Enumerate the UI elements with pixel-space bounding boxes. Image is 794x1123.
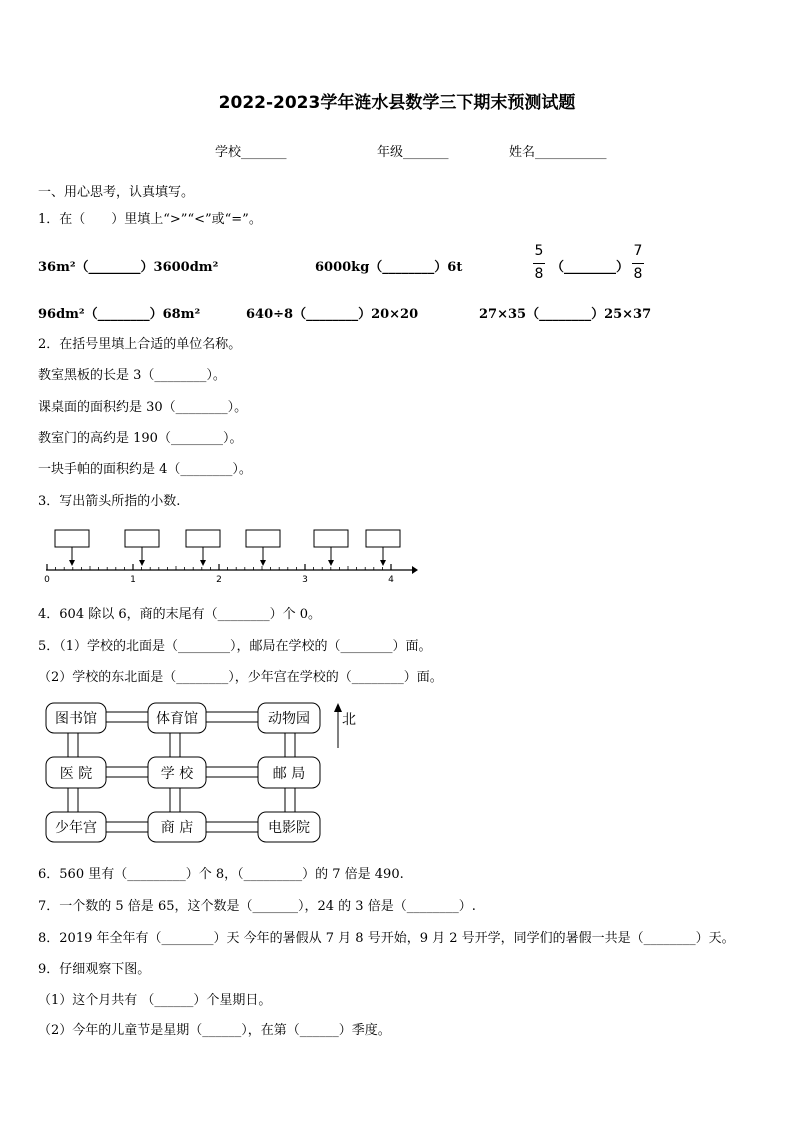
question-2-stem: 2．在括号里填上合适的单位名称。	[38, 337, 242, 352]
map-label-cinema: 电影院	[268, 820, 310, 836]
question-9-part-1: （1）这个月共有 （______）个星期日。	[38, 993, 272, 1008]
q2-item-1: 教室黑板的长是 3（________）。	[38, 368, 226, 383]
question-9-part-2: （2）今年的儿童节是星期（______），在第（______）季度。	[38, 1023, 391, 1038]
north-arrow-icon	[334, 703, 342, 712]
answer-box-4	[246, 530, 280, 547]
map-label-school: 学 校	[160, 766, 194, 782]
question-3-stem: 3．写出箭头所指的小数.	[38, 494, 181, 509]
fraction-left-numerator: 5	[534, 243, 544, 259]
q1-item-b: 6000kg（________）6t	[315, 260, 463, 275]
fraction-right-denominator: 8	[633, 266, 643, 282]
answer-boxes	[55, 530, 400, 566]
q2-item-3: 教室门的高约是 190（________）。	[38, 431, 243, 446]
fraction-right-numerator: 7	[633, 243, 643, 259]
map-label-gym: 体育馆	[156, 711, 198, 727]
question-7: 7．一个数的 5 倍是 65，这个数是（_______），24 的 3 倍是（________）.	[38, 899, 476, 914]
answer-box-2	[125, 530, 159, 547]
down-arrow-icon	[328, 560, 334, 566]
q1-item-f: 27×35（________）25×37	[479, 307, 652, 322]
map-label-library: 图书馆	[55, 711, 97, 727]
q1-item-d: 96dm²（________）68m²	[38, 307, 201, 322]
north-label: 北	[342, 712, 356, 728]
tick-label-4: 4	[388, 575, 394, 585]
down-arrow-icon	[260, 560, 266, 566]
name-field[interactable]: 姓名___________	[509, 145, 607, 160]
tick-label-1: 1	[130, 575, 136, 585]
fraction-bar	[632, 263, 644, 264]
q1-item-e: 640÷8（________）20×20	[246, 307, 419, 322]
page-title: 2022-2023学年涟水县数学三下期末预测试题	[218, 93, 576, 113]
tick-label-0: 0	[44, 575, 50, 585]
school-field[interactable]: 学校_______	[215, 145, 287, 160]
map-label-post-office: 邮 局	[272, 766, 306, 782]
q2-item-2: 课桌面的面积约是 30（________）。	[38, 400, 248, 415]
answer-box-1	[55, 530, 89, 547]
question-5-part-1: 5．（1）学校的北面是（________），邮局在学校的（________）面。	[38, 639, 432, 654]
answer-box-3	[186, 530, 220, 547]
q1-item-c-blank: （________）	[551, 260, 630, 275]
answer-box-6	[366, 530, 400, 547]
q2-item-4: 一块手帕的面积约是 4（________）。	[38, 462, 252, 477]
tick-label-3: 3	[302, 575, 308, 585]
question-9-stem: 9．仔细观察下图。	[38, 962, 151, 977]
question-5-part-2: （2）学校的东北面是（________），少年宫在学校的（________）面。	[38, 670, 443, 685]
q1-item-a: 36m²（________）3600dm²	[38, 260, 219, 275]
down-arrow-icon	[139, 560, 145, 566]
question-8: 8．2019 年全年有（________）天 今年的暑假从 7 月 8 号开始，9 月 2 号开学，同学们的暑假一共是（________）天。	[38, 931, 735, 946]
map-label-store: 商 店	[160, 820, 194, 836]
down-arrow-icon	[200, 560, 206, 566]
map-label-hospital: 医 院	[59, 766, 93, 782]
map-label-zoo: 动物园	[268, 711, 310, 727]
axis-arrow-icon	[412, 566, 418, 574]
map-label-youth-palace: 少年宫	[55, 820, 97, 836]
down-arrow-icon	[69, 560, 75, 566]
down-arrow-icon	[380, 560, 386, 566]
fraction-left-denominator: 8	[534, 266, 544, 282]
question-1-stem: 1．在（ ）里填上“>”“<”或“=”。	[38, 212, 262, 227]
question-4: 4．604 除以 6，商的末尾有（________）个 0。	[38, 607, 322, 622]
map-figure	[40, 698, 370, 846]
number-line-ticks	[47, 564, 391, 570]
number-line-figure	[36, 524, 420, 586]
question-6: 6．560 里有（_________）个 8，（_________）的 7 倍是 490.	[38, 867, 404, 882]
fraction-bar	[533, 263, 545, 264]
tick-label-2: 2	[216, 575, 222, 585]
answer-box-5	[314, 530, 348, 547]
section-heading: 一、用心思考，认真填写。	[38, 185, 195, 200]
grade-field[interactable]: 年级_______	[377, 145, 449, 160]
